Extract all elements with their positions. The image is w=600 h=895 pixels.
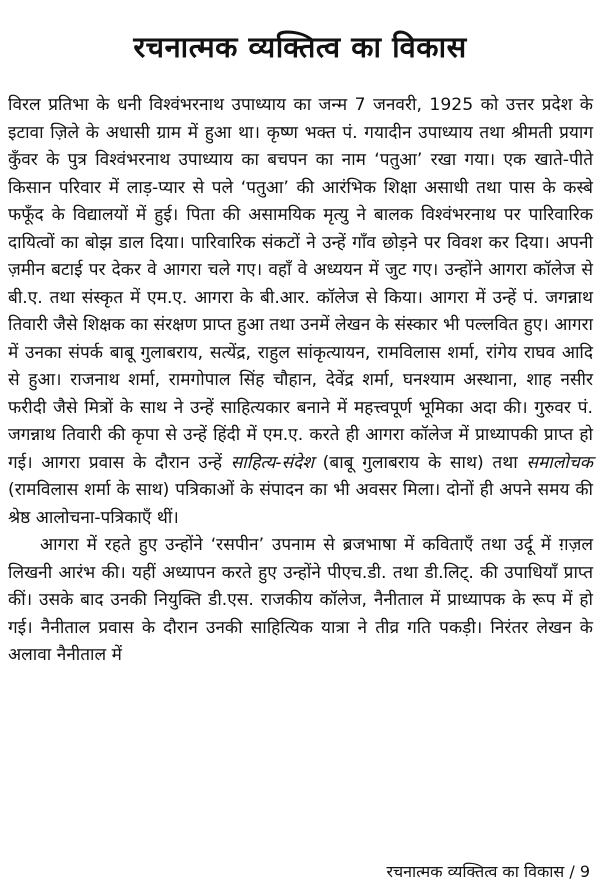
running-title: रचनात्मक व्यक्तित्व का विकास — [386, 862, 565, 881]
paragraph-1-text-part-3: (रामविलास शर्मा के साथ) पत्रिकाओं के संपादन का भी अवसर मिला। दोनों ही अपने समय की श्रेष्ठ आलोचना-पत्रिकाएँ थीं। — [8, 480, 593, 528]
chapter-title: रचनात्मक व्यक्तित्व का विकास — [133, 30, 467, 65]
page-footer — [386, 860, 590, 884]
italic-journal-title-1: साहित्य-संदेश — [230, 452, 314, 473]
paragraph-1-text-part-2: (बाबू गुलाबराय के साथ) तथा — [313, 452, 527, 473]
paragraph-2: आगरा में रहते हुए उन्होंने ‘रसपीन’ उपनाम से ब्रजभाषा में कविताएँ तथा उर्दू में ग़ज़ल लिखनी आरंभ की। यहीं अध्यापन करते हुए उन्होंने पीएच.डी. तथा डी.लिट्. की उपाधियाँ प्राप्त कीं। उसके बाद उनकी नियुक्ति डी.एस. राजकीय कॉलेज, नैनीताल में प्राध्यापक के रूप में हो गई। नैनीताल प्रवास के दौरान उनकी साहित्यिक यात्रा ने तीव्र गति पकड़ी। निरंतर लेखन के अलावा नैनीताल में — [8, 535, 593, 665]
italic-journal-title-2: समालोचक — [526, 452, 593, 473]
paragraph-1 — [8, 92, 593, 532]
body-text — [8, 92, 593, 670]
paragraph-1-text-part-1: विरल प्रतिभा के धनी विश्वंभरनाथ उपाध्याय का जन्म 7 जनवरी, 1925 को उत्तर प्रदेश के इटावा ज़िले के अधासी ग्राम में हुआ था। कृष्ण भक्त पं. गयादीन उपाध्याय तथा श्रीमती प्रयाग कुँवर के पुत्र विश्वंभरनाथ उपाध्याय का बचपन का नाम ‘पतुआ’ रखा गया। एक खाते-पीते किसान परिवार में लाड़-प्यार से पले ‘पतुआ’ की आरंभिक शिक्षा असाधी तथा पास के कस्बे फफूँद के विद्यालयों में हुई। पिता की असामयिक मृत्यु ने बालक विश्वंभरनाथ पर पारिवारिक दायित्वों का बोझ डाल दिया। पारिवारिक संकटों ने उन्हें गाँव छोड़ने पर विवश कर दिया। अपनी ज़मीन बटाई पर देकर वे आगरा चले गए। वहाँ वे अध्ययन में जुट गए। उन्होंने आगरा कॉलेज से बी.ए. तथा संस्कृत में एम.ए. आगरा के बी.आर. कॉलेज से किया। आगरा में उन्हें पं. जगन्नाथ तिवारी जैसे शिक्षक का संरक्षण प्राप्त हुआ तथा उनमें लेखन के संस्कार भी पल्लवित हुए। आगरा में उनका संपर्क बाबू गुलाबराय, सत्येंद्र, राहुल सांकृत्यायन, रामविलास शर्मा, रांगेय राघव आदि से हुआ। राजनाथ शर्मा, रामगोपाल सिंह चौहान, देवेंद्र शर्मा, घनश्याम अस्थाना, शाह नसीर फरीदी जैसे मित्रों के साथ ने उन्हें साहित्यकार बनाने में महत्त्वपूर्ण भूमिका अदा की। गुरुवर पं. जगन्नाथ तिवारी की कृपा से उन्हें हिंदी में एम.ए. करते ही आगरा कॉलेज में प्राध्यापकी प्राप्त हो गई। आगरा प्रवास के दौरान उन्हें — [8, 95, 593, 473]
page-number: / 9 — [569, 862, 590, 881]
